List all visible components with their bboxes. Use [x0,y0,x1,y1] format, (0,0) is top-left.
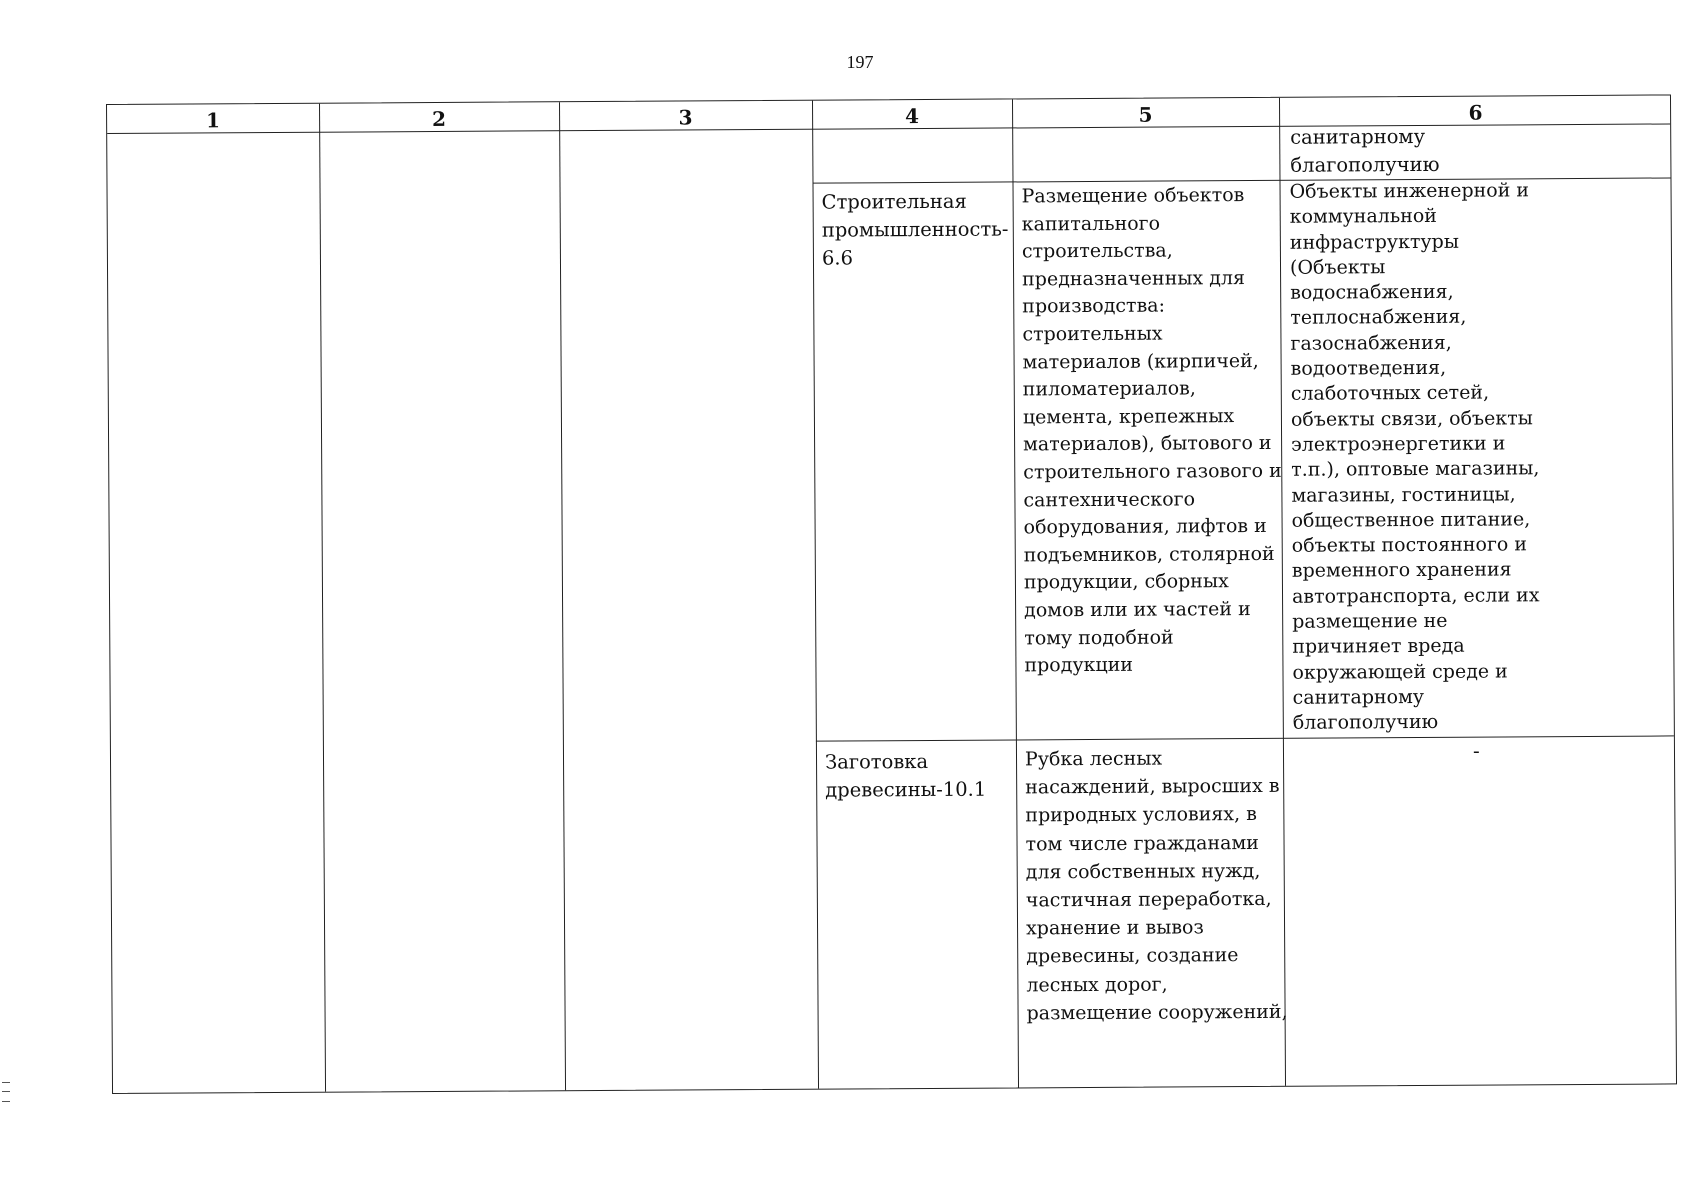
cell-line: древесины, создание [1026,944,1239,968]
cell-line: материалов), бытового и [1023,432,1272,456]
cell-line: Заготовка [824,749,929,774]
cell-line: размещение не [1292,609,1448,633]
auxiliary-empty-dash: - [1472,738,1480,763]
cell-line: тому подобной [1024,625,1174,649]
page-number: 197 [846,52,874,72]
cell-line: санитарному [1292,685,1425,709]
cell-line: электроэнергетики и [1291,432,1506,456]
cell-line: водоснабжения, [1290,280,1454,304]
cell-line: домов или их частей и [1024,597,1251,622]
cell-line: капитального [1021,212,1161,236]
header-col-2: 2 [432,106,447,132]
cell-line: Объекты инженерной и [1289,179,1530,203]
use-type-cell [822,187,1009,272]
cell-line: теплоснабжения, [1290,306,1467,330]
cell-line: пиломатериалов, [1022,377,1196,401]
cell-line: строительства, [1021,239,1173,263]
cell-line: благополучию [1290,152,1440,177]
cell-line: водоотведения, [1290,356,1447,380]
cell-line: для собственных нужд, [1025,859,1261,884]
cell-line: Размещение объектов [1021,184,1245,208]
cell-line: общественное питание, [1291,508,1531,532]
cell-line: инфраструктуры [1289,230,1459,254]
scan-edge-mark [2,1082,10,1102]
cell-line: автотранспорта, если их [1291,584,1540,608]
regulations-table [106,94,1677,1094]
auxiliary-cell [1289,178,1541,736]
header-col-3: 3 [678,105,693,130]
cell-line: сантехнического [1023,487,1196,511]
cell-line: коммунальной [1289,205,1438,229]
cell-line: причиняет вреда [1292,635,1465,659]
cell-line: хранение и вывоз [1025,916,1204,940]
cell-line: объекты связи, объекты [1290,406,1533,431]
cell-line: оборудования, лифтов и [1023,515,1267,539]
description-cell [1025,744,1288,1028]
cell-line: благополучию [1292,711,1439,734]
cell-line: слаботочных сетей, [1290,381,1490,406]
cell-line: окружающей среде и [1292,660,1508,684]
cell-line: временного хранения [1291,558,1512,583]
cell-line: промышленность- [821,217,1009,242]
header-col-4: 4 [905,104,920,129]
cell-line: строительного газового и [1023,459,1282,484]
cell-line: строительных [1022,322,1163,346]
cell-line: продукции [1024,653,1134,677]
cell-line: т.п.), оптовые магазины, [1291,457,1540,482]
header-col-5: 5 [1138,102,1153,127]
cell-line: производства: [1022,294,1166,318]
cell-line: размещение сооружений, [1026,1000,1288,1025]
column-divider [812,101,819,1089]
cell-line: объекты постоянного и [1291,533,1528,557]
continuation-cell [1290,123,1440,180]
description-cell [1022,182,1283,680]
cell-line: природных условиях, в [1025,803,1257,827]
cell-line: частичная переработка, [1025,887,1272,912]
row-divider [816,735,1674,741]
cell-line: Строительная [821,189,967,214]
cell-line: продукции, сборных [1023,570,1229,594]
cell-line: 6.6 [821,246,854,270]
use-type-cell [825,748,986,805]
cell-line: насаждений, выросших в [1025,775,1280,799]
cell-line: лесных дорог, [1026,973,1168,997]
header-col-6: 6 [1468,100,1483,125]
column-divider [559,102,566,1090]
cell-line: магазины, гостиницы, [1291,482,1516,507]
cell-line: подъемников, столярной [1023,542,1275,567]
column-divider [319,104,326,1092]
cell-line: цемента, крепежных [1022,404,1235,429]
cell-line: предназначенных для [1022,266,1246,291]
cell-line: древесины-10.1 [825,777,987,802]
header-col-1: 1 [206,108,221,133]
cell-line: (Объекты [1289,256,1386,279]
column-divider [1012,99,1019,1087]
cell-line: материалов (кирпичей, [1022,349,1259,373]
cell-line: Рубка лесных [1024,747,1163,771]
cell-line: том числе гражданами [1025,831,1259,856]
cell-line: газоснабжения, [1290,331,1452,355]
cell-line: санитарному [1290,124,1426,149]
